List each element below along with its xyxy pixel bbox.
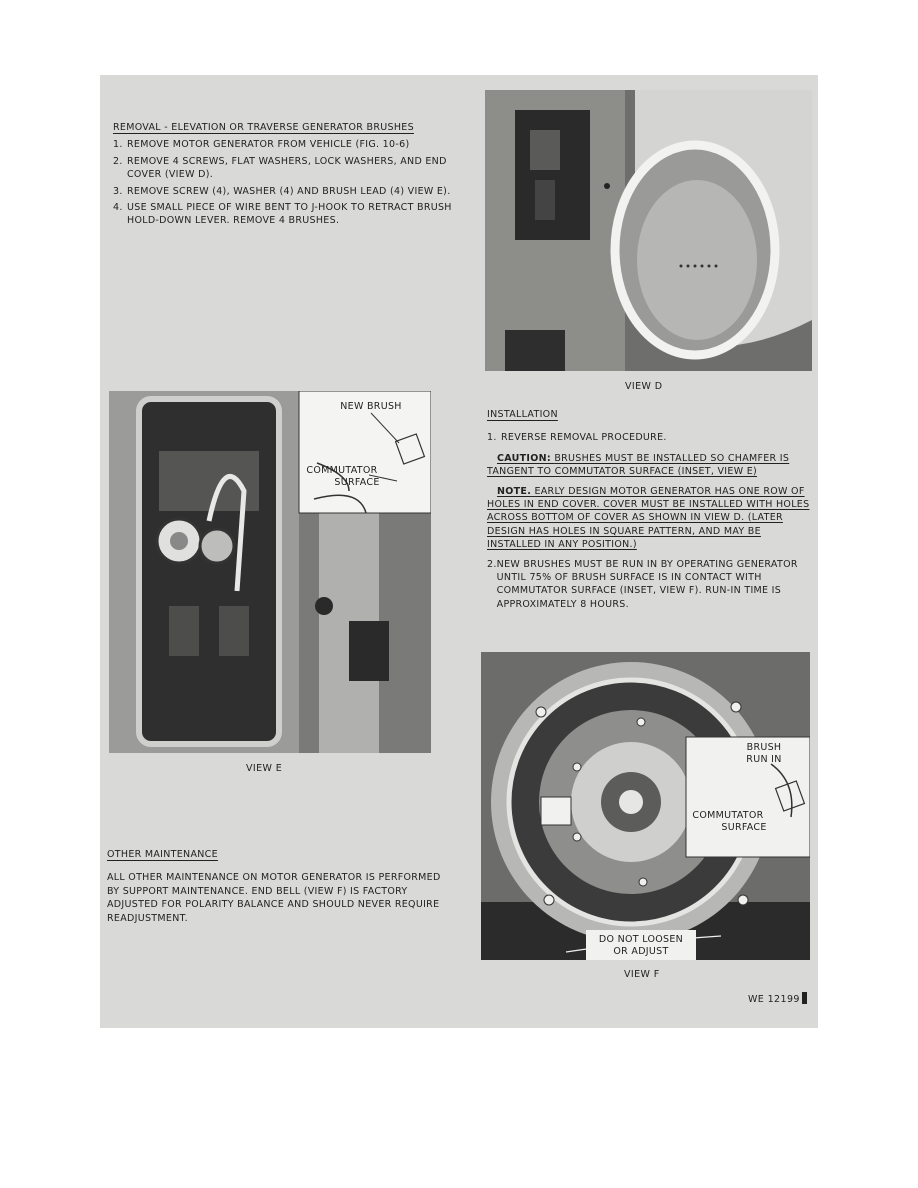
- note-text: EARLY DESIGN MOTOR GENERATOR HAS ONE ROW OF HOLES IN END COVER. COVER MUST BE INSTALLED WITH HOLES ACROSS BOTTOM OF COVER AS SHOWN IN VIEW D. (LATER DESIGN HAS HOLES IN SQUARE PATTERN, AND MAY BE INSTALLED IN ANY POSITION.): [487, 485, 810, 551]
- removal-steps: [113, 138, 458, 227]
- view-e-inset-label-new-brush: NEW BRUSH: [340, 401, 402, 412]
- figure-id: WE 12199: [748, 992, 807, 1005]
- removal-step: 3. REMOVE SCREW (4), WASHER (4) AND BRUSH LEAD (4) VIEW E).: [113, 185, 451, 197]
- caution-label: CAUTION:: [497, 452, 551, 464]
- view-f-inset-label-brush: BRUSH: [746, 742, 782, 753]
- caution-block: [487, 452, 810, 479]
- other-heading: OTHER MAINTENANCE: [107, 849, 218, 860]
- view-d-photo: [485, 90, 812, 371]
- view-f-callout-line-1: DO NOT LOOSEN: [598, 934, 684, 945]
- view-f-callout-line-2: OR ADJUST: [613, 946, 669, 957]
- view-f-photo: [481, 652, 810, 960]
- other-maintenance-section: [107, 848, 442, 925]
- view-f-caption: VIEW F: [624, 969, 660, 980]
- view-e-inset-label-surface: SURFACE: [334, 477, 380, 488]
- caution-text: BRUSHES MUST BE INSTALLED SO CHAMFER IS TANGENT TO COMMUTATOR SURFACE (INSET, VIEW E): [487, 452, 790, 478]
- view-e-inset-label-commutator: COMMUTATOR: [306, 465, 378, 476]
- other-text: ALL OTHER MAINTENANCE ON MOTOR GENERATOR IS PERFORMED BY SUPPORT MAINTENANCE. END BELL (VIEW F) IS FACTORY ADJUSTED FOR POLARITY BALANCE AND SHOULD NEVER REQUIRE READJUSTMENT.: [107, 872, 441, 924]
- removal-step: 4. USE SMALL PIECE OF WIRE BENT TO J-HOOK TO RETRACT BRUSH HOLD-DOWN LEVER. REMOVE 4 BRUSHES.: [113, 202, 452, 227]
- view-f-inset-label-run-in: RUN IN: [746, 754, 782, 765]
- note-label: NOTE.: [497, 485, 532, 497]
- installation-step-1: 1. REVERSE REMOVAL PROCEDURE.: [487, 432, 667, 444]
- installation-step-2: 2. NEW BRUSHES MUST BE RUN IN BY OPERATING GENERATOR UNTIL 75% OF BRUSH SURFACE IS IN CONTACT WITH COMMUTATOR SURFACE (INSET, VIEW F). RUN-IN TIME IS APPROXIMATELY 8 HOURS.: [487, 558, 798, 610]
- view-f-inset-label-commutator: COMMUTATOR: [692, 810, 764, 821]
- view-d-caption: VIEW D: [625, 381, 663, 392]
- view-e-caption: VIEW E: [246, 763, 283, 774]
- removal-heading: REMOVAL - ELEVATION OR TRAVERSE GENERATOR BRUSHES: [113, 122, 414, 133]
- removal-step: 2. REMOVE 4 SCREWS, FLAT WASHERS, LOCK WASHERS, AND END COVER (VIEW D).: [113, 155, 447, 181]
- removal-step: 1. REMOVE MOTOR GENERATOR FROM VEHICLE (FIG. 10-6): [113, 139, 410, 151]
- installation-heading: INSTALLATION: [487, 409, 558, 420]
- installation-section: [487, 408, 810, 611]
- view-f-inset-label-surface: SURFACE: [721, 822, 767, 833]
- note-block: [487, 485, 810, 552]
- view-e-photo: [109, 391, 431, 753]
- removal-section: [113, 121, 458, 231]
